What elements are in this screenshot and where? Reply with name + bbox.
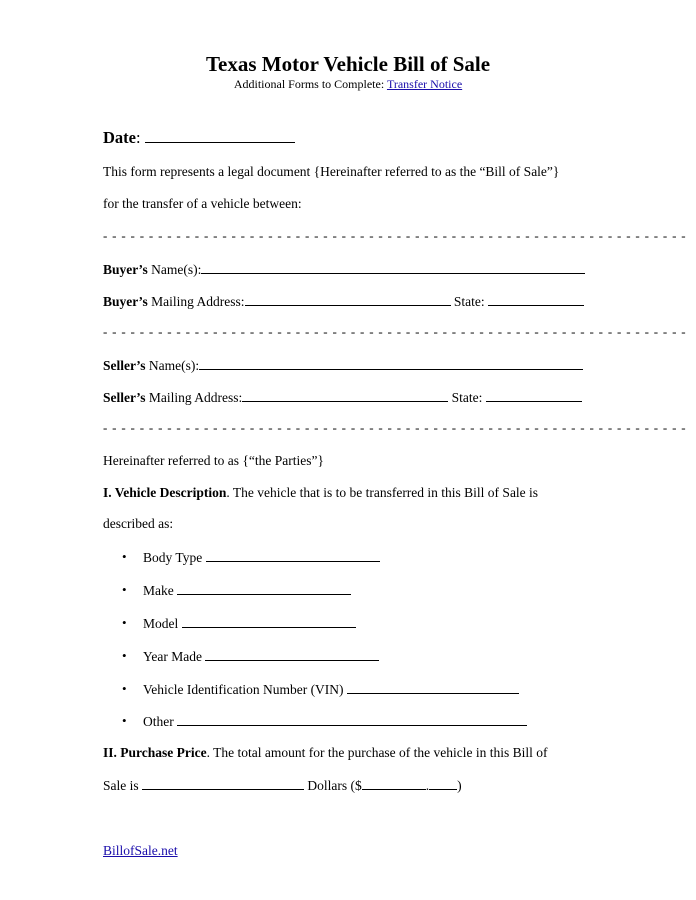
list-item-model: Model	[143, 615, 356, 632]
billofsale-link[interactable]: BillofSale.net	[103, 843, 178, 858]
bullet-icon: •	[122, 615, 127, 630]
seller-address-line: Seller’s Mailing Address: State:	[103, 389, 582, 406]
vin-field[interactable]	[347, 681, 519, 694]
price-dollars-field[interactable]	[362, 777, 426, 790]
separator-2: - - - - - - - - - - - - - - - - - - - - - - - - - - - - - - - - - - - - - - - - - - - - - - - - - - - - - - - - - - - - - - - -	[103, 324, 687, 339]
date-line: Date:	[103, 128, 295, 148]
buyer-address-line: Buyer’s Mailing Address: State:	[103, 293, 584, 310]
parties-text: Hereinafter referred to as {“the Parties”}	[103, 453, 324, 468]
buyer-name-field[interactable]	[201, 261, 585, 274]
date-label: Date	[103, 128, 136, 147]
separator-3: - - - - - - - - - - - - - - - - - - - - - - - - - - - - - - - - - - - - - - - - - - - - - - - - - - - - - - - - - - - - - - - -	[103, 420, 687, 435]
separator-1: - - - - - - - - - - - - - - - - - - - - - - - - - - - - - - - - - - - - - - - - - - - - - - - - - - - - - - - - - - - - - - - -	[103, 228, 687, 243]
seller-address-field[interactable]	[242, 389, 448, 402]
date-field[interactable]	[145, 130, 295, 143]
list-item-other: Other	[143, 713, 527, 730]
year-made-field[interactable]	[205, 648, 379, 661]
seller-name-line: Seller’s Name(s):	[103, 357, 583, 374]
section-1-heading: I. Vehicle Description	[103, 485, 227, 500]
bullet-icon: •	[122, 648, 127, 663]
model-field[interactable]	[182, 615, 356, 628]
bullet-icon: •	[122, 681, 127, 696]
price-words-field[interactable]	[142, 777, 304, 790]
bullet-icon: •	[122, 549, 127, 564]
list-item-year-made: Year Made	[143, 648, 379, 665]
document-title: Texas Motor Vehicle Bill of Sale	[205, 52, 491, 76]
section-2-line: II. Purchase Price. The total amount for the purchase of the vehicle in this Bill of	[103, 745, 548, 760]
list-item-body-type: Body Type	[143, 549, 380, 566]
footer	[103, 843, 178, 859]
bullet-icon: •	[122, 582, 127, 597]
additional-forms-line	[0, 77, 696, 92]
additional-forms-label: Additional Forms to Complete:	[233, 77, 387, 91]
list-item-vin: Vehicle Identification Number (VIN)	[143, 681, 519, 698]
transfer-notice-link[interactable]: Transfer Notice	[386, 77, 463, 91]
buyer-name-line: Buyer’s Name(s):	[103, 261, 585, 278]
intro-line-1: This form represents a legal document {Hereinafter referred to as the “Bill of Sale”}	[103, 164, 560, 179]
seller-state-field[interactable]	[486, 389, 582, 402]
intro-line-2: for the transfer of a vehicle between:	[103, 196, 302, 211]
other-field[interactable]	[177, 713, 527, 726]
price-cents-field[interactable]	[429, 777, 457, 790]
section-1-line-2: described as:	[103, 516, 174, 531]
bullet-icon: •	[122, 713, 127, 728]
buyer-state-field[interactable]	[488, 293, 584, 306]
section-2-heading: II. Purchase Price	[103, 745, 207, 760]
section-1-line: I. Vehicle Description. The vehicle that is to be transferred in this Bill of Sale is	[103, 485, 539, 500]
body-type-field[interactable]	[206, 549, 380, 562]
section-2-line-2: Sale is Dollars ($ . )	[103, 778, 462, 793]
seller-name-field[interactable]	[199, 357, 583, 370]
buyer-address-field[interactable]	[245, 293, 451, 306]
list-item-make: Make	[143, 582, 351, 599]
make-field[interactable]	[177, 582, 351, 595]
